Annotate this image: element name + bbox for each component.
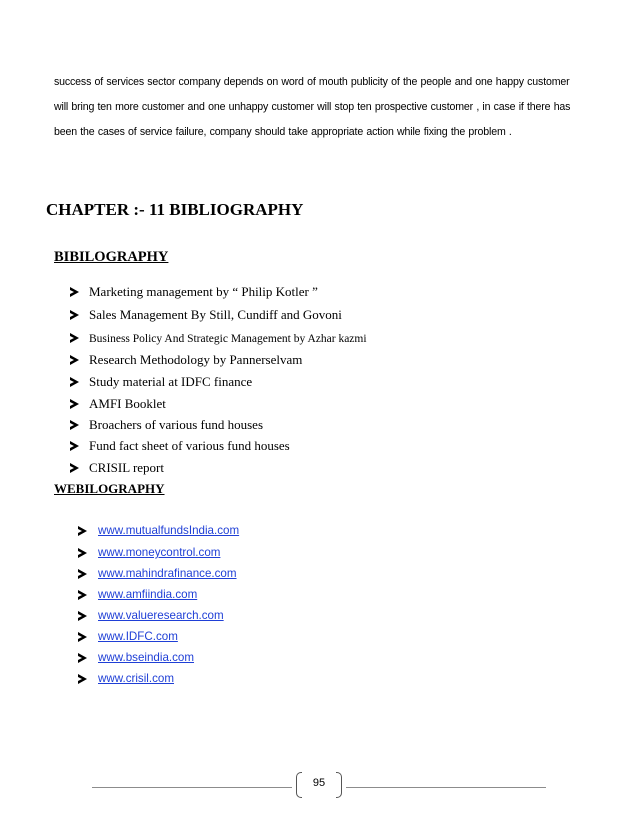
arrow-bullet-icon [78,569,87,579]
arrow-bullet-icon [78,674,87,684]
arrow-bullet-icon [70,420,79,430]
arrow-bullet-icon [70,463,79,473]
web-link-item[interactable] [78,630,178,643]
web-link-item[interactable] [78,651,194,664]
bibliography-item: CRISIL report [70,460,164,476]
arrow-bullet-icon [70,287,79,297]
arrow-bullet-icon [70,310,79,320]
web-link-item[interactable] [78,609,224,622]
chapter-heading: CHAPTER :- 11 BIBLIOGRAPHY [46,200,304,219]
bibliography-item: Broachers of various fund houses [70,417,263,433]
bibliography-item: Business Policy And Strategic Management by Azhar kazmi [70,330,367,346]
arrow-bullet-icon [70,355,79,365]
arrow-bullet-icon [70,377,79,387]
arrow-bullet-icon [70,441,79,451]
right-bracket-icon [336,772,342,798]
web-link[interactable]: www.mutualfundsIndia.com [98,524,240,537]
web-link[interactable]: www.valueresearch.com [98,609,224,622]
web-link-item[interactable] [78,546,220,559]
web-link-item[interactable] [78,588,197,601]
bibliography-item: Study material at IDFC finance [70,374,252,390]
web-link[interactable]: www.amfiindia.com [98,588,198,601]
intro-line: been the cases of service failure, company should take appropriate action while fixing the problem . [54,126,512,138]
arrow-bullet-icon [78,632,87,642]
webliography-title: WEBILOGRAPHY [54,481,165,496]
web-link[interactable]: www.crisil.com [98,672,175,685]
arrow-bullet-icon [78,548,87,558]
footer-rule-left [92,787,292,788]
web-link[interactable]: www.bseindia.com [98,651,195,664]
bibliography-item: Research Methodology by Pannerselvam [70,352,302,368]
web-link-item[interactable] [78,567,237,580]
intro-paragraph [54,70,614,145]
web-link[interactable]: www.moneycontrol.com [98,546,221,559]
arrow-bullet-icon [78,526,87,536]
web-link-item[interactable] [78,672,174,685]
bibliography-item: Fund fact sheet of various fund houses [70,438,290,454]
web-link-item[interactable] [78,524,239,537]
intro-line: will bring ten more customer and one unhappy customer will stop ten prospective customer , in case if there has [54,101,571,113]
footer-rule-right [346,787,546,788]
arrow-bullet-icon [78,611,87,621]
web-link[interactable]: www.mahindrafinance.com [98,567,237,580]
web-link[interactable]: www.IDFC.com [98,630,178,643]
arrow-bullet-icon [70,333,79,343]
arrow-bullet-icon [70,399,79,409]
bibliography-title: BIBILOGRAPHY [54,249,169,265]
bibliography-item: AMFI Booklet [70,396,166,412]
intro-line: success of services sector company depends on word of mouth publicity of the people and one happy customer [54,76,570,88]
bibliography-item: Marketing management by “ Philip Kotler ” [70,284,318,300]
arrow-bullet-icon [78,590,87,600]
bibliography-item: Sales Management By Still, Cundiff and Govoni [70,307,342,323]
arrow-bullet-icon [78,653,87,663]
left-bracket-icon [296,772,302,798]
page-number: 95 [312,777,326,789]
